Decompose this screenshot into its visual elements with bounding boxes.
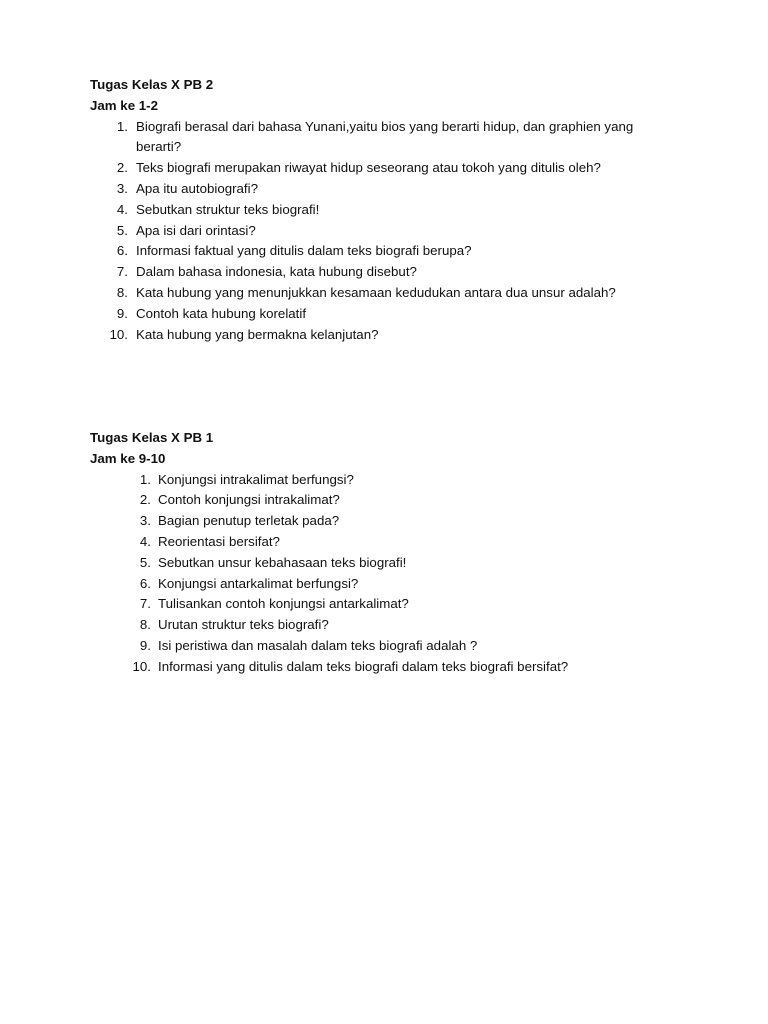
question-number: 6.	[139, 575, 151, 591]
question-item	[90, 574, 690, 595]
question-text: Teks biografi merupakan riwayat hidup seseorang atau tokoh yang ditulis oleh?	[136, 160, 601, 176]
question-item	[90, 636, 690, 657]
section-title: Tugas Kelas X PB 2	[90, 77, 214, 92]
question-text: Konjungsi antarkalimat berfungsi?	[158, 575, 359, 591]
question-item	[90, 200, 690, 221]
question-number: 2.	[116, 160, 128, 176]
question-text: Dalam bahasa indonesia, kata hubung disebut?	[136, 264, 417, 280]
question-number: 8.	[139, 617, 151, 633]
question-item	[90, 179, 690, 200]
question-list	[90, 470, 690, 678]
assignment-section-pb2	[90, 75, 690, 345]
question-text: Kata hubung yang bermakna kelanjutan?	[136, 326, 379, 342]
question-item	[90, 325, 690, 346]
question-number: 2.	[139, 492, 151, 508]
question-item	[90, 470, 690, 491]
assignment-section-pb1	[90, 428, 690, 678]
question-number: 3.	[139, 513, 151, 529]
question-number: 9.	[116, 305, 128, 321]
question-text: Apa isi dari orintasi?	[136, 222, 256, 238]
question-item	[90, 283, 690, 304]
question-text: Kata hubung yang menunjukkan kesamaan kedudukan antara dua unsur adalah?	[136, 284, 616, 300]
question-text: Contoh konjungsi intrakalimat?	[158, 492, 340, 508]
question-text: Informasi yang ditulis dalam teks biografi dalam teks biografi bersifat?	[158, 658, 569, 674]
question-item	[90, 221, 690, 242]
question-text: Apa itu autobiografi?	[136, 180, 258, 196]
question-list	[90, 117, 690, 346]
question-text: Sebutkan unsur kebahasaan teks biografi!	[158, 554, 407, 570]
question-number: 7.	[116, 264, 128, 280]
question-item	[90, 241, 690, 262]
question-text: Konjungsi intrakalimat berfungsi?	[158, 471, 354, 487]
section-subtitle: Jam ke 1-2	[90, 97, 159, 113]
question-number: 10.	[109, 326, 128, 342]
question-number: 3.	[116, 180, 128, 196]
section-title: Tugas Kelas X PB 1	[90, 430, 214, 445]
question-number: 5.	[139, 554, 151, 570]
question-item	[90, 117, 690, 159]
question-number: 1.	[116, 118, 128, 134]
question-number: 7.	[139, 596, 151, 612]
question-number: 6.	[116, 243, 128, 259]
question-text: Sebutkan struktur teks biografi!	[136, 201, 320, 217]
question-text: Informasi faktual yang ditulis dalam teks biografi berupa?	[136, 243, 472, 259]
question-item	[90, 158, 690, 179]
question-text: Bagian penutup terletak pada?	[158, 513, 340, 529]
question-item	[90, 304, 690, 325]
question-text: Urutan struktur teks biografi?	[158, 617, 329, 633]
question-text: Biografi berasal dari bahasa Yunani,yaitu bios yang berarti hidup, dan graphien yang berarti?	[136, 118, 634, 155]
question-item	[90, 532, 690, 553]
question-text: Contoh kata hubung korelatif	[136, 305, 307, 321]
question-item	[90, 490, 690, 511]
question-number: 8.	[116, 284, 128, 300]
question-number: 10.	[132, 658, 151, 674]
question-number: 9.	[139, 637, 151, 653]
question-text: Reorientasi bersifat?	[158, 533, 280, 549]
question-item	[90, 615, 690, 636]
question-text: Isi peristiwa dan masalah dalam teks biografi adalah ?	[158, 637, 478, 653]
question-item	[90, 553, 690, 574]
question-item	[90, 594, 690, 615]
question-item	[90, 657, 690, 678]
question-number: 4.	[116, 201, 128, 217]
section-subtitle: Jam ke 9-10	[90, 450, 166, 466]
question-item	[90, 262, 690, 283]
question-number: 5.	[116, 222, 128, 238]
question-number: 1.	[139, 471, 151, 487]
question-item	[90, 511, 690, 532]
question-text: Tulisankan contoh konjungsi antarkalimat?	[158, 596, 409, 612]
question-number: 4.	[139, 533, 151, 549]
